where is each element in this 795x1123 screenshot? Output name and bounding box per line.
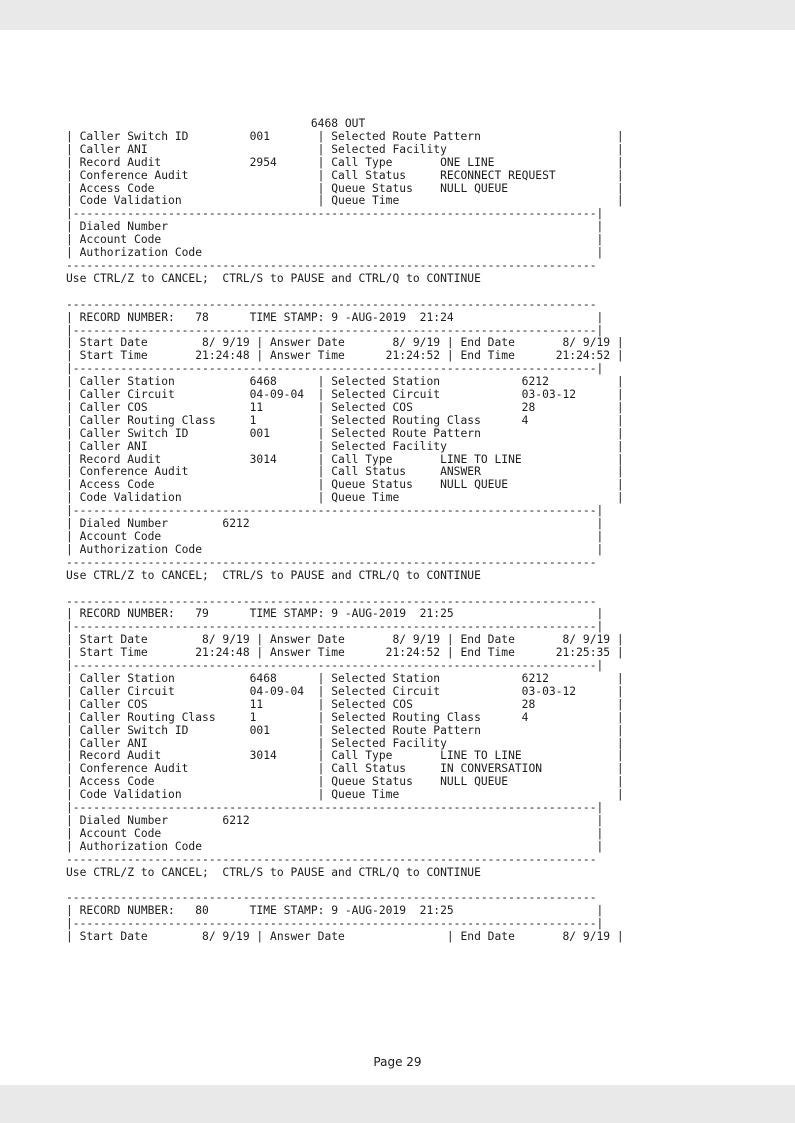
- log-line: | Record Audit 3014 | Call Type LINE TO LINE |: [66, 749, 624, 763]
- log-line: | Conference Audit | Call Status RECONNECT REQUEST |: [66, 168, 624, 182]
- log-line: |-----------------------------------------------------------------------------|: [66, 620, 604, 634]
- log-line: | Caller ANI | Selected Facility |: [66, 736, 624, 750]
- log-line: | Caller Circuit 04-09-04 | Selected Circuit 03-03-12 |: [66, 388, 624, 402]
- log-line: | Code Validation | Queue Time |: [66, 491, 624, 505]
- call-record-log: [66, 118, 624, 944]
- log-line: |-----------------------------------------------------------------------------|: [66, 801, 604, 815]
- log-line: ------------------------------------------------------------------------------: [66, 891, 597, 905]
- log-line: | Start Time 21:24:48 | Answer Time 21:24:52 | End Time 21:25:35 |: [66, 646, 624, 660]
- log-line: ------------------------------------------------------------------------------: [66, 258, 597, 272]
- log-line: |-----------------------------------------------------------------------------|: [66, 917, 604, 931]
- log-line: | Authorization Code |: [66, 839, 604, 853]
- log-line: | Account Code |: [66, 826, 604, 840]
- log-line: | Caller Station 6468 | Selected Station 6212 |: [66, 375, 624, 389]
- log-line: | Code Validation | Queue Time |: [66, 788, 624, 802]
- log-line: | Record Audit 3014 | Call Type LINE TO LINE |: [66, 452, 624, 466]
- log-line: Use CTRL/Z to CANCEL; CTRL/S to PAUSE and CTRL/Q to CONTINUE: [66, 568, 481, 582]
- log-line: | Start Date 8/ 9/19 | Answer Date | End Date 8/ 9/19 |: [66, 930, 624, 944]
- log-line: | Caller COS 11 | Selected COS 28 |: [66, 697, 624, 711]
- log-line: | Caller COS 11 | Selected COS 28 |: [66, 400, 624, 414]
- log-line: | Caller Switch ID 001 | Selected Route Pattern |: [66, 723, 624, 737]
- log-line: |-----------------------------------------------------------------------------|: [66, 659, 604, 673]
- log-line: | RECORD NUMBER: 78 TIME STAMP: 9 -AUG-2019 21:24 |: [66, 310, 604, 324]
- log-line: | Start Date 8/ 9/19 | Answer Date 8/ 9/19 | End Date 8/ 9/19 |: [66, 633, 624, 647]
- log-line: | Dialed Number 6212 |: [66, 813, 604, 827]
- log-line: ------------------------------------------------------------------------------: [66, 594, 597, 608]
- log-line: | Access Code | Queue Status NULL QUEUE |: [66, 181, 624, 195]
- log-line: | Dialed Number 6212 |: [66, 517, 604, 531]
- log-line: ------------------------------------------------------------------------------: [66, 297, 597, 311]
- log-line: | Caller Routing Class 1 | Selected Routing Class 4 |: [66, 710, 624, 724]
- log-line: | Start Time 21:24:48 | Answer Time 21:24:52 | End Time 21:24:52 |: [66, 349, 624, 363]
- log-line: ------------------------------------------------------------------------------: [66, 852, 597, 866]
- log-header-line: 6468 OUT: [66, 117, 366, 130]
- log-line: | Start Date 8/ 9/19 | Answer Date 8/ 9/19 | End Date 8/ 9/19 |: [66, 336, 624, 350]
- log-line: | Conference Audit | Call Status IN CONVERSATION |: [66, 762, 624, 776]
- log-line: | Authorization Code |: [66, 246, 604, 260]
- log-line: | Record Audit 2954 | Call Type ONE LINE |: [66, 155, 624, 169]
- log-line: | Caller Switch ID 001 | Selected Route Pattern |: [66, 426, 624, 440]
- log-line: | Caller Station 6468 | Selected Station 6212 |: [66, 671, 624, 685]
- log-line: | Access Code | Queue Status NULL QUEUE |: [66, 775, 624, 789]
- log-line: |-----------------------------------------------------------------------------|: [66, 207, 604, 221]
- log-line: |-----------------------------------------------------------------------------|: [66, 504, 604, 518]
- log-line: | Caller Routing Class 1 | Selected Routing Class 4 |: [66, 413, 624, 427]
- page-number: Page 29: [373, 1055, 422, 1069]
- scan-top-band: [0, 0, 795, 30]
- log-line: | Caller ANI | Selected Facility |: [66, 439, 624, 453]
- log-line: | Caller ANI | Selected Facility |: [66, 142, 624, 156]
- log-line: | Caller Circuit 04-09-04 | Selected Circuit 03-03-12 |: [66, 684, 624, 698]
- log-line: | Account Code |: [66, 530, 604, 543]
- log-line: | RECORD NUMBER: 79 TIME STAMP: 9 -AUG-2019 21:25 |: [66, 607, 604, 621]
- log-line: | Conference Audit | Call Status ANSWER |: [66, 465, 624, 479]
- log-line: | Code Validation | Queue Time |: [66, 194, 624, 208]
- scan-bottom-band: [0, 1085, 795, 1123]
- log-line: | Access Code | Queue Status NULL QUEUE |: [66, 478, 624, 492]
- log-line: |-----------------------------------------------------------------------------|: [66, 362, 604, 376]
- log-line: | RECORD NUMBER: 80 TIME STAMP: 9 -AUG-2019 21:25 |: [66, 904, 604, 918]
- log-line: Use CTRL/Z to CANCEL; CTRL/S to PAUSE and CTRL/Q to CONTINUE: [66, 271, 481, 285]
- log-line: | Authorization Code |: [66, 542, 604, 556]
- log-line: | Account Code |: [66, 233, 604, 247]
- log-line: |-----------------------------------------------------------------------------|: [66, 323, 604, 337]
- log-line: ------------------------------------------------------------------------------: [66, 555, 597, 569]
- log-line: Use CTRL/Z to CANCEL; CTRL/S to PAUSE and CTRL/Q to CONTINUE: [66, 865, 481, 879]
- log-line: | Caller Switch ID 001 | Selected Route Pattern |: [66, 129, 624, 143]
- log-line: | Dialed Number |: [66, 220, 604, 234]
